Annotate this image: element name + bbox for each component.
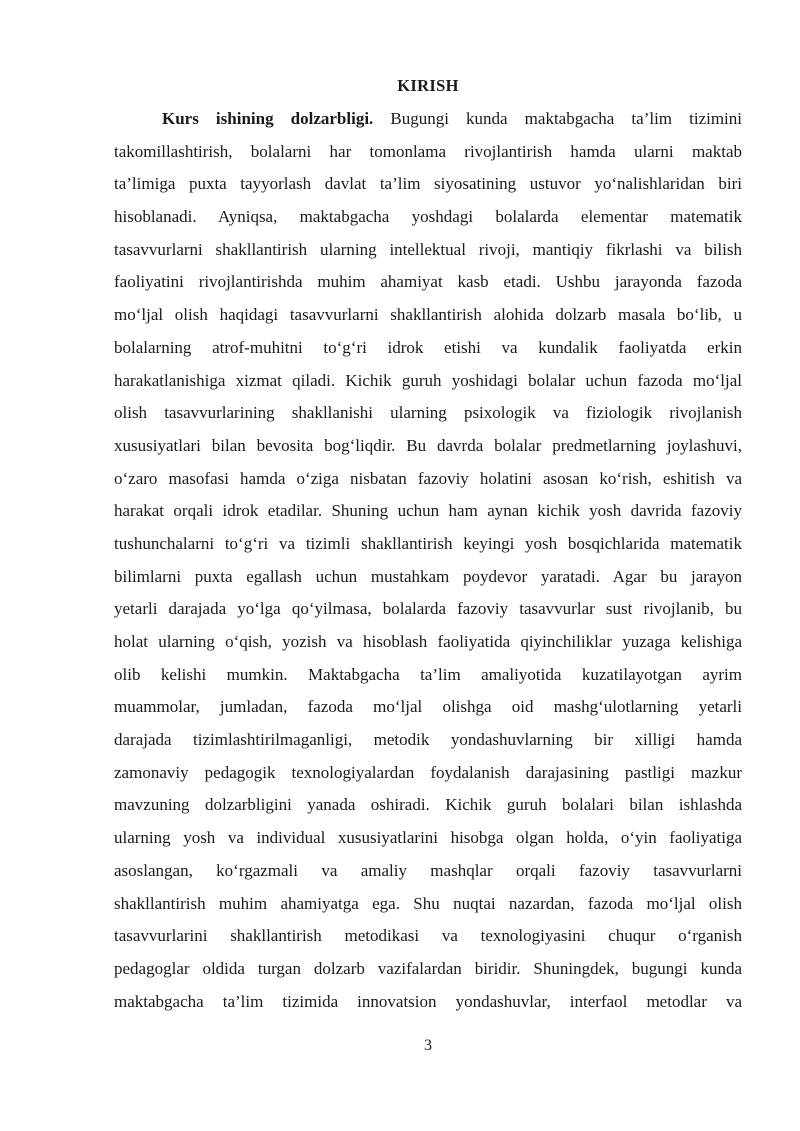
paragraph-line: mo‘ljal olish haqidagi tasavvurlarni shakllantirish alohida dolzarb masala bo‘lib, u: [114, 305, 742, 325]
paragraph-line: bilimlarni puxta egallash uchun mustahkam poydevor yaratadi. Agar bu jarayon: [114, 566, 742, 586]
paragraph-line: tasavvurlarni shakllantirish ularning intellektual rivoji, mantiqiy fikrlashi va bilish: [114, 239, 742, 259]
paragraph-lead: Kurs ishining dolzarbligi.: [162, 109, 374, 128]
paragraph-line: tasavvurlarini shakllantirish metodikasi va texnologiyasini chuqur o‘rganish: [114, 926, 742, 946]
paragraph-line: harakat orqali idrok etadilar. Shuning uchun ham aynan kichik yosh davrida fazoviy: [114, 501, 742, 521]
paragraph-line: yetarli darajada yo‘lga qo‘yilmasa, bolalarda fazoviy tasavvurlar sust rivojlanib, bu: [114, 599, 742, 619]
body-paragraph: [114, 103, 742, 1018]
paragraph-line: tushunchalarni to‘g‘ri va tizimli shakllantirish keyingi yosh bosqichlarida matematik: [114, 533, 742, 553]
page-number: 3: [424, 1037, 432, 1054]
paragraph-line: muammolar, jumladan, fazoda mo‘ljal olishga oid mashg‘ulotlarning yetarli: [114, 697, 742, 717]
paragraph-line: zamonaviy pedagogik texnologiyalardan foydalanish darajasining pastligi mazkur: [114, 762, 742, 782]
paragraph-line: takomillashtirish, bolalarni har tomonlama rivojlantirish hamda ularni maktab: [114, 141, 742, 161]
paragraph-line: o‘zaro masofasi hamda o‘ziga nisbatan fazoviy holatini asosan ko‘rish, eshitish va: [114, 468, 742, 488]
paragraph-line: bolalarning atrof-muhitni to‘g‘ri idrok etishi va kundalik faoliyatda erkin: [114, 337, 742, 357]
paragraph-line: ta’limiga puxta tayyorlash davlat ta’lim siyosatining ustuvor yo‘nalishlaridan biri: [114, 174, 742, 194]
paragraph-line: pedagoglar oldida turgan dolzarb vazifalardan biridir. Shuningdek, bugungi kunda: [114, 958, 742, 978]
paragraph-line: darajada tizimlashtirilmaganligi, metodik yondashuvlarning bir xilligi hamda: [114, 730, 742, 750]
paragraph-line: asoslangan, ko‘rgazmali va amaliy mashqlar orqali fazoviy tasavvurlarni: [114, 860, 742, 880]
paragraph-line: maktabgacha ta’lim tizimida innovatsion yondashuvlar, interfaol metodlar va: [114, 991, 742, 1011]
paragraph-line: hisoblanadi. Ayniqsa, maktabgacha yoshdagi bolalarda elementar matematik: [114, 207, 742, 227]
paragraph-line-text: Bugungi kunda maktabgacha ta’lim tizimini: [373, 109, 742, 128]
paragraph-line: mavzuning dolzarbligini yanada oshiradi. Kichik guruh bolalari bilan ishlashda: [114, 795, 742, 815]
paragraph-line: faoliyatini rivojlantirishda muhim ahamiyat kasb etadi. Ushbu jarayonda fazoda: [114, 272, 742, 292]
paragraph-line: [114, 103, 742, 136]
paragraph-line: olib kelishi mumkin. Maktabgacha ta’lim amaliyotida kuzatilayotgan ayrim: [114, 664, 742, 684]
paragraph-line: shakllantirish muhim ahamiyatga ega. Shu nuqtai nazardan, fazoda mo‘ljal olish: [114, 893, 742, 913]
paragraph-line: harakatlanishiga xizmat qiladi. Kichik guruh yoshidagi bolalar uchun fazoda mo‘ljal: [114, 370, 742, 390]
paragraph-line: ularning yosh va individual xususiyatlarini hisobga olgan holda, o‘yin faoliyatiga: [114, 828, 742, 848]
paragraph-line: holat ularning o‘qish, yozish va hisoblash faoliyatida qiyinchiliklar yuzaga kelishiga: [114, 632, 742, 651]
paragraph-line: xususiyatlari bilan bevosita bog‘liqdir. Bu davrda bolalar predmetlarning joylashuvi,: [114, 435, 742, 455]
paragraph-line: olish tasavvurlarining shakllanishi ularning psixologik va fiziologik rivojlanish: [114, 403, 742, 423]
section-title: KIRISH: [397, 76, 459, 95]
